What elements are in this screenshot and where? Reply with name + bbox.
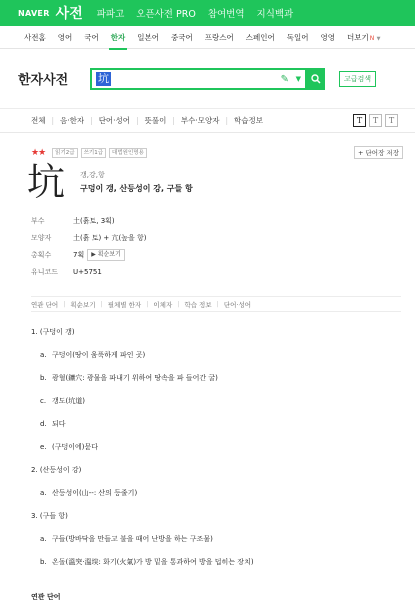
importance-stars: ★★ (31, 148, 46, 158)
meaning-group (31, 504, 405, 573)
tab-radical-shape[interactable]: 부수·모양자 (180, 116, 220, 125)
sense-letter: c. (40, 396, 47, 405)
info-label: 유니코드 (31, 267, 59, 276)
hanja-meaning: 구덩이 갱, 산등성이 강, 구들 항 (80, 184, 193, 193)
tab-divider: | (136, 116, 139, 125)
dictionary-service-title[interactable]: 사전 (55, 6, 83, 22)
sense-item (31, 550, 405, 573)
top-nav (97, 6, 294, 20)
info-label: 부수 (31, 216, 45, 225)
sense-text: 구덩이(땅이 움푹하게 파인 곳) (52, 350, 146, 359)
search-query-text[interactable]: 坑 (98, 71, 109, 85)
writing-level-badge: 쓰기1급 (81, 148, 106, 158)
search-icon (311, 74, 321, 84)
sense-item (31, 343, 405, 366)
top-nav-translation[interactable]: 참여번역 (207, 9, 245, 20)
sense-item (31, 435, 405, 458)
sense-text: 온돌(溫突·溫堗: 화기(火氣)가 방 밑을 통과하여 방을 덥히는 장치) (52, 557, 254, 566)
chevron-down-icon: ▼ (376, 35, 381, 42)
sense-letter: a. (40, 350, 47, 359)
hanja-info-table (31, 212, 147, 280)
sense-letter: b. (40, 373, 47, 382)
info-value-unicode: U+5751 (73, 267, 102, 276)
meaning-list (31, 320, 405, 573)
top-nav-papago[interactable]: 파파고 (96, 9, 125, 20)
sense-item (31, 366, 405, 389)
dropdown-arrow-icon[interactable]: ▼ (295, 74, 301, 83)
info-value-shape[interactable]: 土(흙 토) + 亢(높을 항) (73, 233, 147, 242)
sense-item (31, 527, 405, 550)
info-row-strokes (31, 246, 147, 263)
info-row-radical (31, 212, 147, 229)
hanja-character: 坑 (27, 160, 66, 204)
font-option-2[interactable]: T (369, 114, 382, 127)
dictionary-subnav (0, 26, 415, 49)
search-input[interactable] (90, 68, 307, 90)
top-nav-open-dict-pro[interactable]: 오픈사전 PRO (136, 9, 196, 20)
search-area (0, 49, 415, 109)
anchor-study-info[interactable]: 학습 정보 (184, 300, 212, 309)
stroke-order-button[interactable]: ▶ 획순보기 (87, 249, 125, 261)
tab-divider: | (51, 116, 55, 125)
subnav-japanese[interactable]: 일본어 (137, 32, 159, 42)
meaning-group (31, 458, 405, 504)
save-to-wordbook-button[interactable]: + 단어장 저장 (354, 146, 403, 159)
sense-item (31, 412, 405, 435)
sense-text: (구덩이에)묻다 (52, 442, 99, 451)
entry-meta (31, 148, 147, 158)
tab-all[interactable]: 전체 (31, 116, 46, 125)
subnav-german[interactable]: 독일어 (286, 32, 309, 42)
tab-study-info[interactable]: 학습정보 (234, 116, 263, 125)
sense-text: 광혈(鑛穴: 광물을 파내기 위하여 땅속을 파 들어간 굴) (52, 373, 218, 382)
info-row-unicode (31, 263, 147, 280)
subnav-spanish[interactable]: 스페인어 (245, 32, 275, 42)
sense-letter: d. (40, 419, 47, 428)
subnav-more-label: 더보기 (346, 32, 369, 42)
tab-divider: | (90, 116, 93, 125)
meaning-group-title: 3. (구들 항) (31, 511, 68, 520)
sense-item (31, 389, 405, 412)
search-button[interactable] (307, 68, 325, 90)
info-row-shape (31, 229, 147, 246)
tab-sound-hanja[interactable]: 음·한자 (60, 116, 85, 125)
anchor-calligraphy[interactable]: 필체별 한자 (107, 300, 142, 309)
dictionary-name[interactable]: 한자사전 (18, 73, 69, 88)
anchor-variants[interactable]: 이체자 (153, 300, 173, 309)
top-nav-encyclopedia[interactable]: 지식백과 (256, 9, 294, 20)
info-label: 모양자 (31, 233, 52, 242)
subnav-french[interactable]: 프랑스어 (204, 32, 234, 42)
font-option-1[interactable]: T (353, 114, 366, 127)
name-use-badge: 대법원인명용 (109, 148, 147, 158)
sense-letter: b. (40, 557, 47, 566)
anchor-words-idioms[interactable]: 단어·성어 (223, 300, 252, 309)
meaning-group (31, 320, 405, 458)
anchor-divider: | (177, 300, 180, 308)
naver-logo[interactable]: NAVER (18, 8, 50, 18)
related-words-heading: 연관 단어 (31, 593, 61, 600)
sense-text: 구들(방바닥을 만들고 불을 때어 난방을 하는 구조물) (52, 534, 213, 543)
info-label: 총획수 (31, 250, 52, 259)
subnav-english-english[interactable]: 영영 (320, 32, 335, 42)
subnav-english[interactable]: 영어 (57, 32, 73, 42)
font-option-3[interactable]: T (385, 114, 398, 127)
subnav-chinese[interactable]: 중국어 (171, 32, 193, 42)
font-selector (353, 114, 398, 127)
anchor-divider: | (63, 300, 66, 308)
tab-divider: | (172, 116, 175, 125)
tab-divider: | (225, 116, 229, 125)
sense-letter: a. (40, 488, 47, 497)
subnav-hanja[interactable]: 한자 (110, 32, 126, 42)
meaning-group-title: 1. (구덩이 갱) (31, 327, 75, 336)
section-anchors (31, 296, 401, 312)
subnav-korean[interactable]: 국어 (84, 32, 99, 42)
advanced-search-button[interactable]: 고급검색 (339, 71, 376, 87)
tab-definitions[interactable]: 뜻풀이 (144, 116, 167, 125)
meaning-group-title: 2. (산등성이 강) (31, 465, 82, 474)
sense-letter: a. (40, 534, 47, 543)
handwriting-input-icon[interactable]: ✎ (280, 73, 289, 85)
stroke-count: 7획 (73, 250, 85, 259)
anchor-divider: | (100, 300, 103, 308)
anchor-divider: | (216, 300, 219, 308)
sense-text: 산등성이(山--: 산의 등줄기) (52, 488, 138, 497)
new-badge: N (369, 34, 375, 42)
anchor-stroke-order[interactable]: 획순보기 (70, 300, 96, 309)
sense-item (31, 481, 405, 504)
sense-text: 갱도(坑道) (52, 396, 85, 405)
anchor-divider: | (146, 300, 149, 308)
reading-level-badge: 읽기2급 (52, 148, 77, 158)
anchor-related-words[interactable]: 연관 단어 (31, 300, 59, 309)
info-value-strokes (73, 249, 125, 261)
hanja-readings: 갱,강,항 (80, 171, 105, 179)
tab-words-idioms[interactable]: 단어·성어 (98, 116, 131, 125)
sense-letter: e. (40, 442, 47, 451)
info-value-radical[interactable]: 土(흙토, 3획) (73, 216, 115, 225)
result-tabs (0, 109, 415, 133)
sense-text: 되다 (52, 419, 66, 428)
top-bar (0, 0, 415, 26)
subnav-home[interactable]: 사전홈 (24, 32, 46, 42)
subnav-more[interactable] (347, 32, 381, 43)
